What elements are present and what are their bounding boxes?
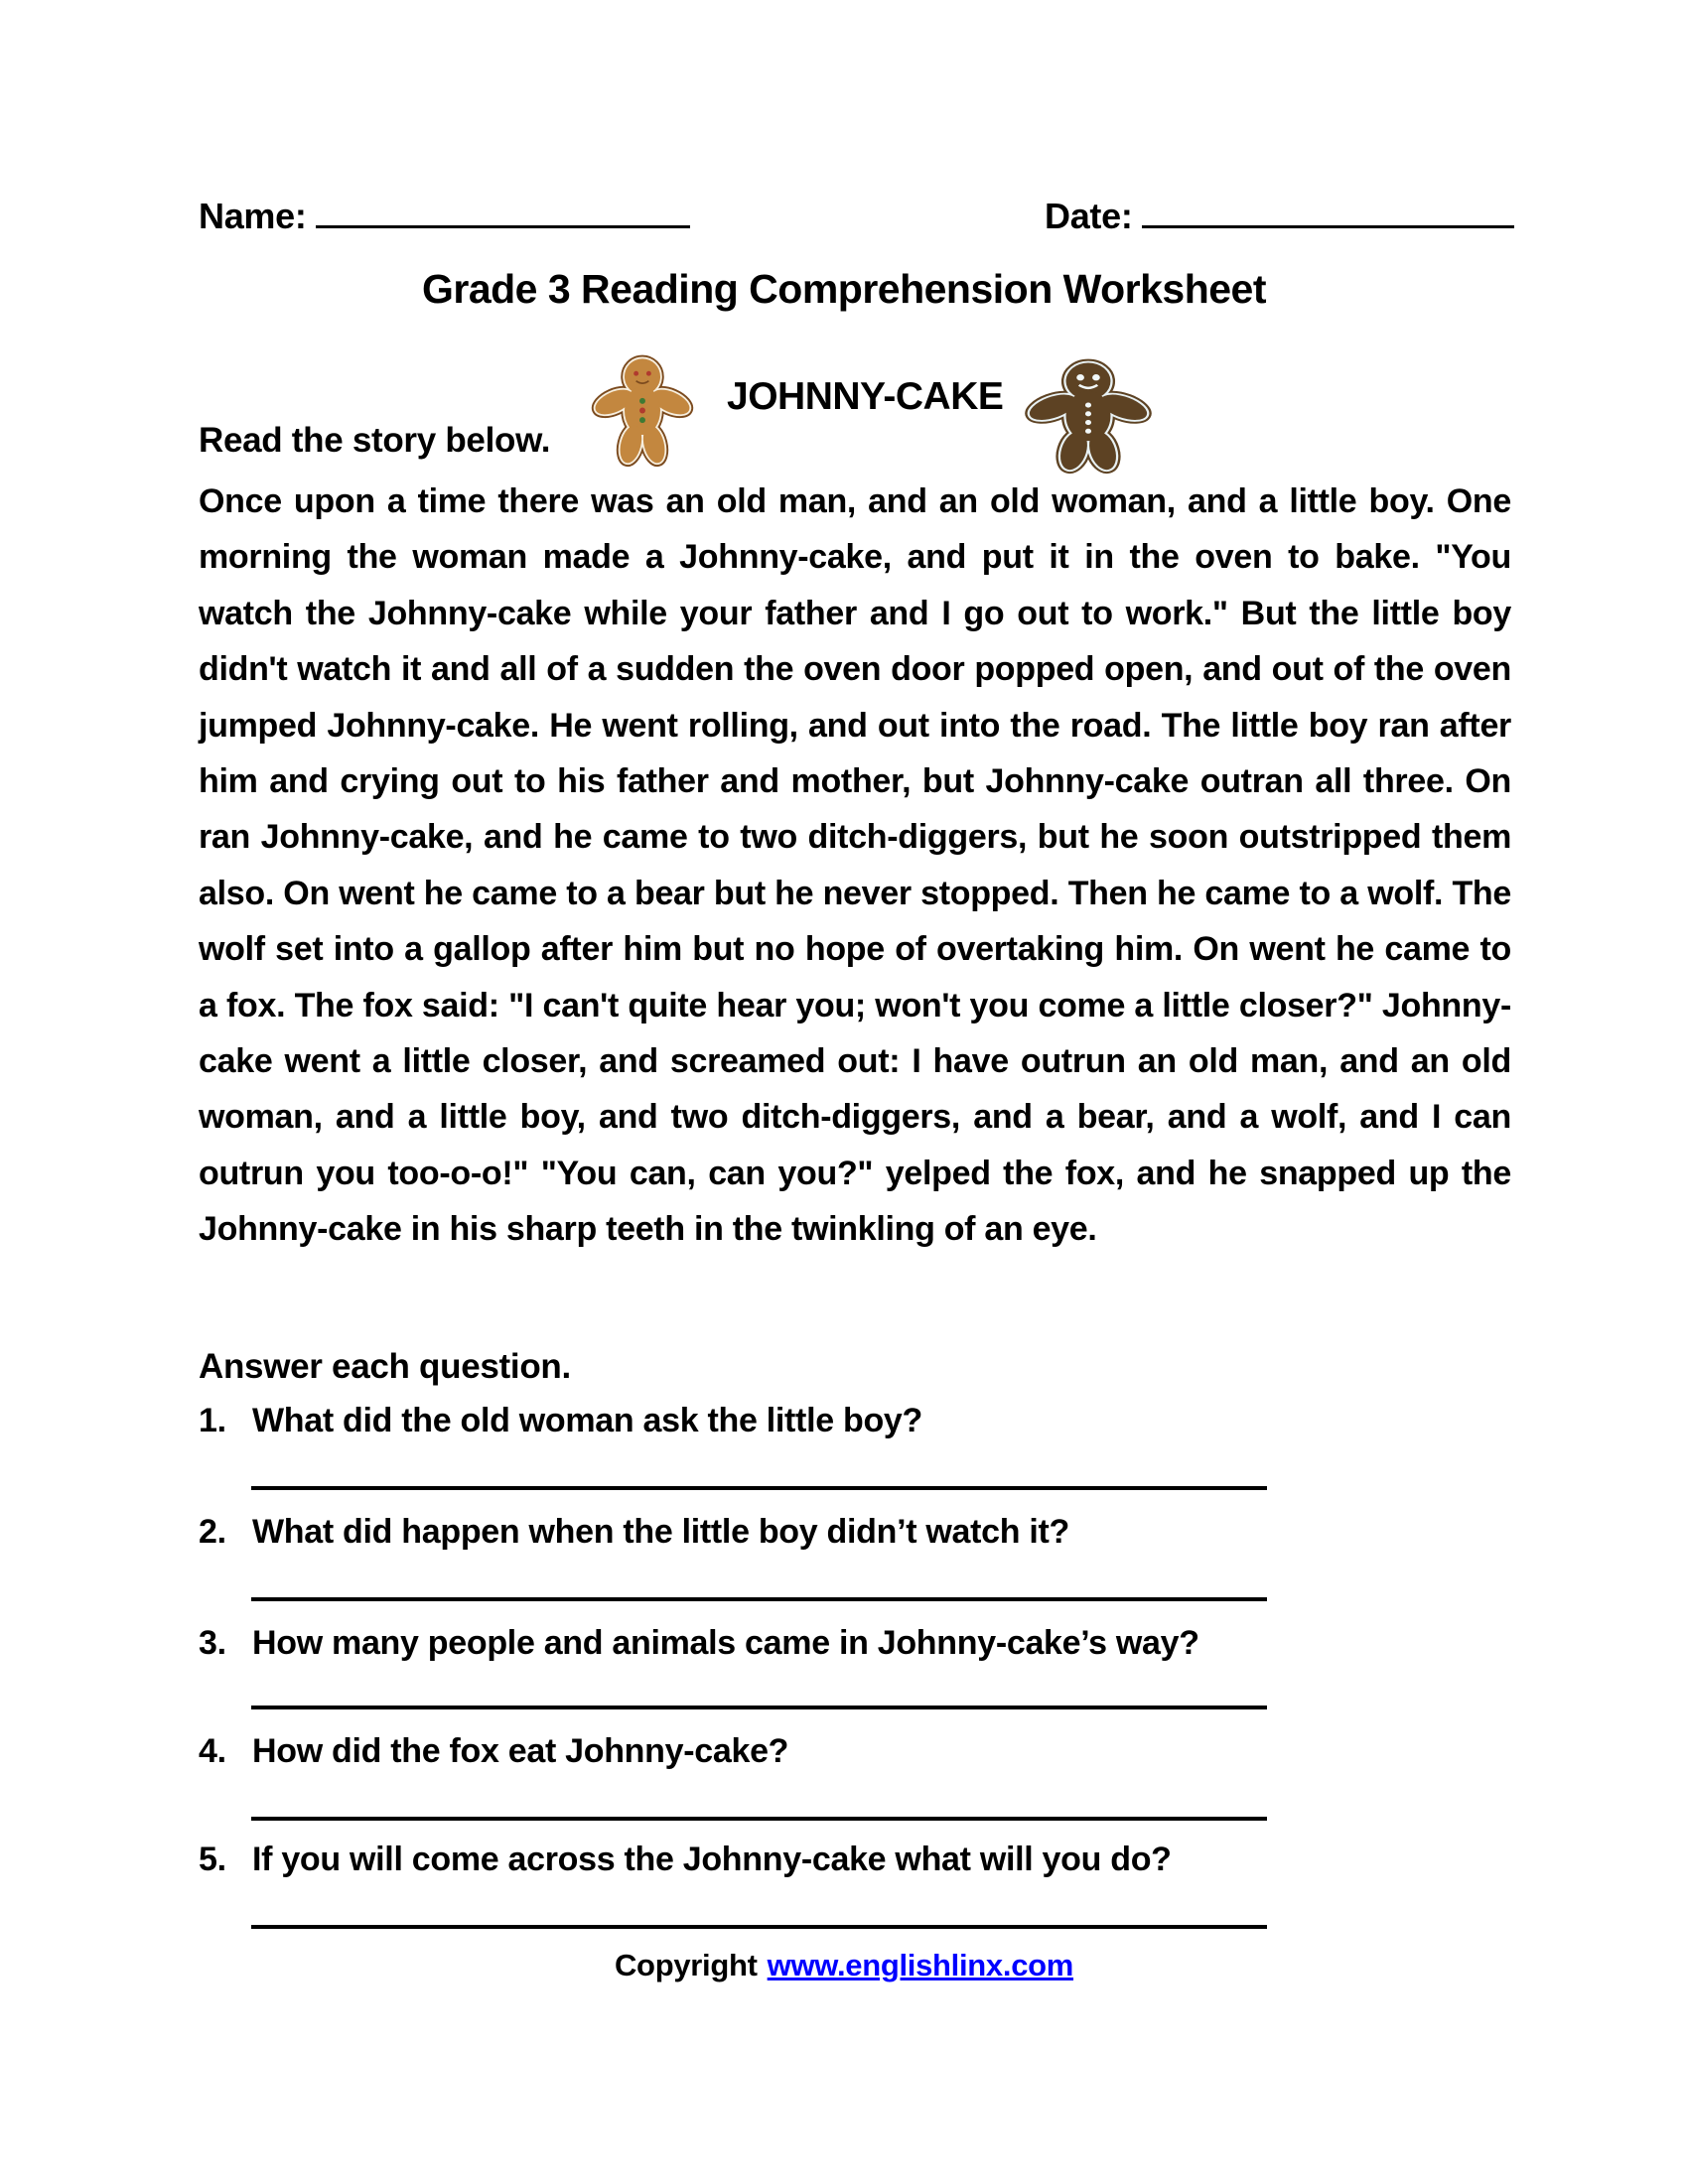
gingerbread-man-icon-left	[590, 353, 695, 468]
gingerbread-man-icon-right	[1023, 357, 1154, 475]
answer-blank-line	[251, 1597, 1267, 1601]
question-number: 3.	[199, 1624, 226, 1662]
right-cookie-eye	[1092, 374, 1100, 380]
left-cookie-button	[639, 398, 645, 404]
question-text: What did the old woman ask the little boy?	[252, 1402, 922, 1439]
question-number: 1.	[199, 1402, 226, 1439]
right-cookie-eye	[1076, 374, 1084, 380]
read-instruction: Read the story below.	[199, 421, 551, 460]
story-title: JOHNNY-CAKE	[727, 375, 1004, 418]
date-blank-line	[1142, 195, 1514, 228]
date-field	[1045, 195, 1514, 237]
question-row	[199, 1622, 1511, 1664]
englishlinx-link[interactable]: www.englishlinx.com	[767, 1948, 1074, 1982]
name-label: Name:	[199, 196, 307, 236]
question-number: 2.	[199, 1513, 226, 1551]
name-blank-line	[316, 195, 690, 228]
right-cookie-button	[1085, 429, 1091, 434]
right-cookie-button	[1085, 420, 1091, 425]
question-row	[199, 1511, 1511, 1553]
answer-blank-line	[251, 1486, 1267, 1490]
question-text: How did the fox eat Johnny-cake?	[252, 1732, 789, 1770]
answer-blank-line	[251, 1817, 1267, 1821]
question-number: 4.	[199, 1732, 226, 1770]
question-row	[199, 1730, 1511, 1772]
name-field	[199, 195, 690, 237]
question-text: If you will come across the Johnny-cake what will you do?	[252, 1841, 1172, 1878]
answer-blank-line	[251, 1706, 1267, 1709]
question-text: How many people and animals came in Johnny-cake’s way?	[252, 1624, 1199, 1662]
date-label: Date:	[1045, 196, 1133, 236]
page-title: Grade 3 Reading Comprehension Worksheet	[421, 266, 1267, 312]
right-cookie-button	[1085, 411, 1091, 416]
right-cookie-button	[1085, 403, 1091, 408]
question-number: 5.	[199, 1841, 226, 1878]
answer-blank-line	[251, 1925, 1267, 1929]
left-cookie-button	[639, 417, 645, 423]
copyright-label: Copyright	[614, 1948, 758, 1982]
question-row	[199, 1400, 1511, 1441]
left-cookie-eye	[633, 371, 638, 376]
left-cookie-button	[639, 408, 645, 414]
story-text: Once upon a time there was an old man, and an old woman, and a little boy. One morning the woman made a Johnny-cake, and put it in the oven to bake. "You watch the Johnny-cake while your father and I go out to work." But the little boy didn't watch it and all of a sudden the oven door popped open, and out of the oven jumped Johnny-cake. He went rolling, and out into the road. The little boy ran after him and crying out to his father and mother, but Johnny-cake outran all three. On ran Johnny-cake, and he came to two ditch-diggers, but he soon outstripped them also. On went he came to a bear but he never stopped. Then he came to a wolf. The wolf set into a gallop after him but no hope of overtaking him. On went he came to a fox. The fox said: "I can't quite hear you; won't you come a little closer?" Johnny-cake went a little closer, and screamed out: I have outrun an old man, and an old woman, and a little boy, and two ditch-diggers, and a bear, and a wolf, and I can outrun you too-o-o!" "You can, can you?" yelped the fox, and he snapped up the Johnny-cake in his sharp teeth in the twinkling of an eye.	[199, 482, 1511, 1249]
footer	[0, 1948, 1688, 1983]
question-text: What did happen when the little boy didn’t watch it?	[252, 1513, 1070, 1551]
question-row	[199, 1839, 1511, 1880]
answer-instruction: Answer each question.	[199, 1347, 571, 1386]
left-cookie-eye	[646, 371, 651, 376]
